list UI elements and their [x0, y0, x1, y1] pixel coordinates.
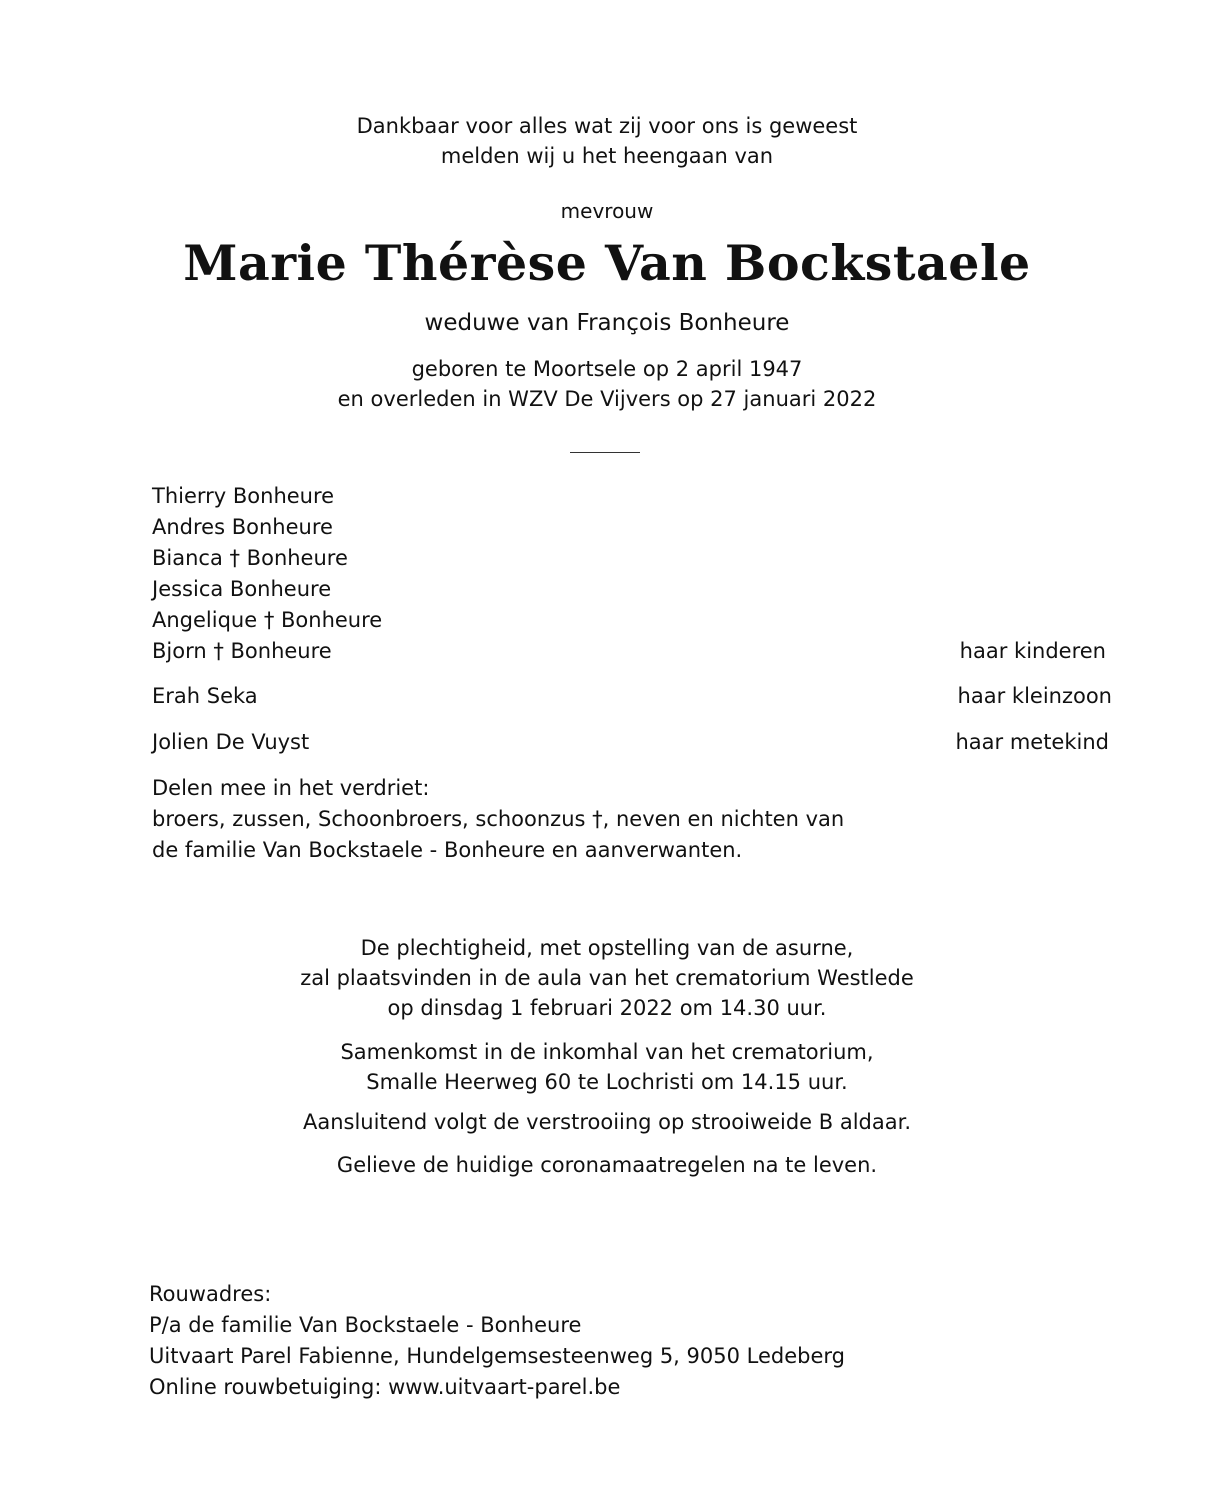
- ceremony-line: op dinsdag 1 februari 2022 om 14.30 uur.: [387, 996, 827, 1020]
- gathering-line: Smalle Heerweg 60 te Lochristi om 14.15 uur.: [366, 1070, 848, 1094]
- title-prefix: mevrouw: [560, 199, 654, 223]
- gathering-line: Samenkomst in de inkomhal van het crematorium,: [340, 1040, 874, 1064]
- ceremony-line: De plechtigheid, met opstelling van de asurne,: [360, 936, 854, 960]
- address-line: Uitvaart Parel Fabienne, Hundelgemsesteenweg 5, 9050 Ledeberg: [149, 1344, 845, 1368]
- sharing-line: Delen mee in het verdriet:: [152, 776, 430, 800]
- list-item: [152, 574, 1112, 605]
- birth-line: geboren te Moortsele op 2 april 1947: [411, 357, 803, 381]
- list-item: [152, 481, 1112, 512]
- list-item: [152, 636, 1112, 667]
- children-list: [152, 481, 1112, 667]
- godchild-entry: [152, 727, 1112, 758]
- child-name: Andres Bonheure: [152, 515, 333, 539]
- grandchild-name: Erah Seka: [152, 684, 258, 708]
- child-name: Bjorn † Bonheure: [152, 639, 332, 663]
- address-line: Online rouwbetuiging: www.uitvaart-parel.be: [149, 1375, 621, 1399]
- divider: [570, 452, 640, 453]
- godchild-name: Jolien De Vuyst: [152, 730, 310, 754]
- ceremony-line: zal plaatsvinden in de aula van het crematorium Westlede: [300, 966, 914, 990]
- list-item: [152, 727, 1112, 758]
- address-line: Rouwadres:: [149, 1282, 272, 1306]
- deceased-name: Marie Thérèse Van Bockstaele: [183, 234, 1031, 292]
- sharing-in-grief: [152, 773, 1112, 866]
- child-name: Jessica Bonheure: [152, 577, 332, 601]
- godchild-relation: haar metekind: [955, 730, 1109, 754]
- address-line: P/a de familie Van Bockstaele - Bonheure: [149, 1313, 582, 1337]
- child-name: Bianca † Bonheure: [152, 546, 348, 570]
- list-item: [152, 681, 1112, 712]
- scattering-info: Aansluitend volgt de verstrooiing op strooiweide B aldaar.: [302, 1110, 912, 1134]
- mourning-address: [149, 1279, 1109, 1403]
- sharing-line: de familie Van Bockstaele - Bonheure en aanverwanten.: [152, 838, 743, 862]
- child-name: Angelique † Bonheure: [152, 608, 383, 632]
- gathering-info: [0, 1037, 1214, 1097]
- sharing-line: broers, zussen, Schoonbroers, schoonzus †, neven en nichten van: [152, 807, 845, 831]
- death-line: en overleden in WZV De Vijvers op 27 januari 2022: [337, 387, 877, 411]
- ceremony-info: [0, 933, 1214, 1023]
- child-name: Thierry Bonheure: [152, 484, 335, 508]
- grandchild-entry: [152, 681, 1112, 712]
- intro-text: [0, 111, 1214, 171]
- children-relation: haar kinderen: [959, 639, 1106, 663]
- life-dates: [0, 354, 1214, 414]
- corona-notice: Gelieve de huidige coronamaatregelen na te leven.: [336, 1153, 878, 1177]
- widow-of: weduwe van François Bonheure: [424, 310, 790, 336]
- intro-line: melden wij u het heengaan van: [440, 144, 774, 168]
- list-item: [152, 512, 1112, 543]
- list-item: [152, 605, 1112, 636]
- intro-line: Dankbaar voor alles wat zij voor ons is geweest: [356, 114, 858, 138]
- grandchild-relation: haar kleinzoon: [957, 684, 1112, 708]
- list-item: [152, 543, 1112, 574]
